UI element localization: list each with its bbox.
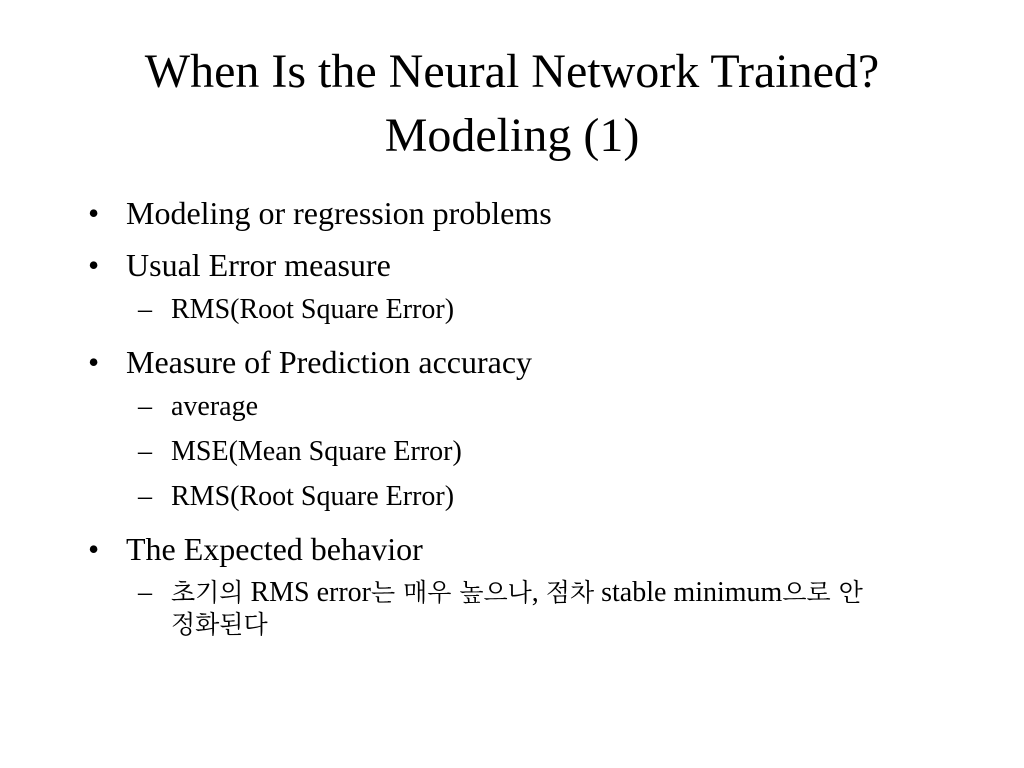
bullet-item: [88, 243, 968, 287]
bullet-glyph: •: [88, 195, 100, 231]
bullet-text: The Expected behavior: [126, 531, 423, 567]
korean-text: 점차: [545, 578, 595, 607]
sub-bullet-text: RMS(Root Square Error): [171, 481, 455, 512]
korean-text: 으로 안정화된다: [171, 578, 863, 639]
sub-bullet-text: RMS(Root Square Error): [171, 294, 455, 325]
sub-bullet-text: average: [171, 391, 259, 422]
sub-bullet-item: [138, 384, 968, 429]
bullet-item: [88, 340, 968, 384]
sub-bullet-item: [138, 577, 871, 641]
dash-glyph: –: [138, 294, 152, 325]
dash-glyph: –: [138, 577, 152, 608]
latin-text: ,: [531, 577, 546, 608]
sub-bullet-item: [138, 429, 968, 474]
sub-bullet-item: [138, 287, 968, 332]
sub-bullet-text: [171, 577, 863, 640]
latin-text: stable minimum: [594, 577, 783, 608]
bullet-text: Usual Error measure: [126, 247, 391, 283]
korean-text: 초기의: [171, 578, 244, 607]
slide-title-line-1: When Is the Neural Network Trained?: [144, 45, 880, 98]
slide-title: [60, 40, 964, 168]
bullet-item: [88, 191, 968, 235]
slide-title-line-2: Modeling (1): [384, 109, 640, 162]
bullet-text: Measure of Prediction accuracy: [126, 344, 533, 380]
sub-bullet-item: [138, 474, 968, 519]
sub-bullet-text: MSE(Mean Square Error): [171, 436, 462, 467]
bullet-glyph: •: [88, 531, 100, 567]
bullet-glyph: •: [88, 344, 100, 380]
slide-body: [88, 191, 968, 641]
latin-text: RMS error: [243, 577, 371, 608]
bullet-item: [88, 527, 968, 571]
bullet-glyph: •: [88, 247, 100, 283]
dash-glyph: –: [138, 436, 152, 467]
bullet-text: Modeling or regression problems: [126, 195, 552, 231]
dash-glyph: –: [138, 391, 152, 422]
dash-glyph: –: [138, 481, 152, 512]
korean-text: 는 매우 높으나: [371, 578, 532, 607]
